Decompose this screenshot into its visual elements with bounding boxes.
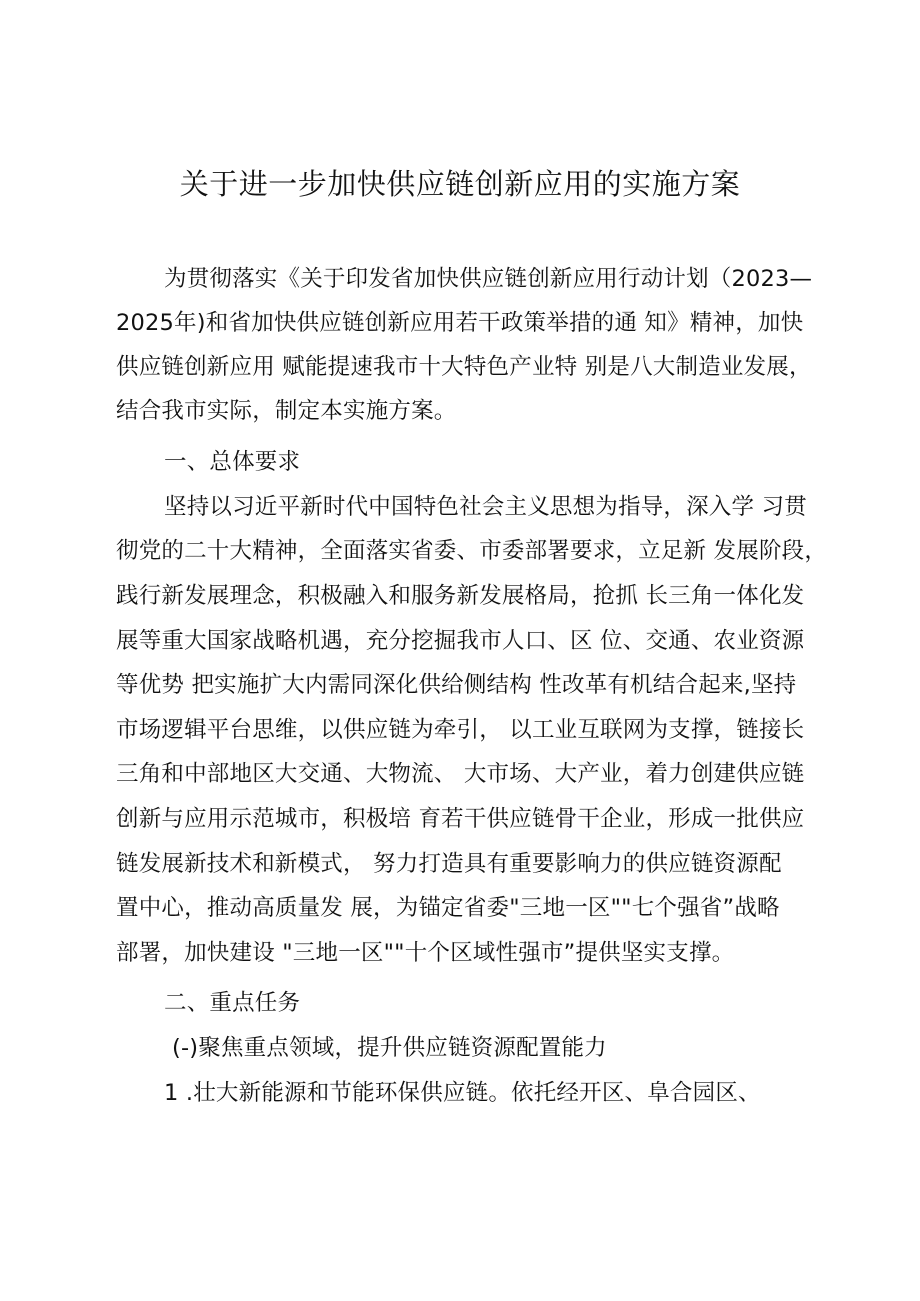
paragraph-line: 创新与应用示范城市，积极培 育若干供应链骨干企业，形成一批供应 — [116, 806, 805, 832]
paragraph-line: 等优势 把实施扩大内需同深化供给侧结构 性改革有机结合起来,坚持 — [116, 672, 797, 698]
paragraph-line: 部署，加快建设 "三地一区""十个区域性强市”提供坚实支撑。 — [116, 940, 735, 966]
paragraph-line: 结合我市实际，制定本实施方案。 — [116, 398, 457, 424]
document-title: 关于进一步加快供应链创新应用的实施方案 — [179, 167, 741, 201]
paragraph-line: 坚持以习近平新时代中国特色社会主义思想为指导，深入学 习贯 — [164, 494, 807, 520]
paragraph-line: 置中心，推动高质量发 展，为锚定省委"三地一区""七个强省”战略 — [116, 895, 780, 921]
paragraph-line: 市场逻辑平台思维，以供应链为牵引， 以工业互联网为支撑，链接长 — [116, 717, 805, 743]
paragraph-line: 1 .壮大新能源和节能环保供应链。依托经开区、阜合园区、 — [164, 1080, 761, 1106]
paragraph-line: 2025年)和省加快供应链创新应用若干政策举措的通 知》精神，加快 — [116, 310, 804, 336]
paragraph-line: 展等重大国家战略机遇，充分挖掘我市人口、区 位、交通、农业资源 — [116, 628, 805, 654]
section-heading: 二、重点任务 — [164, 990, 301, 1016]
paragraph-line: 供应链创新应用 赋能提速我市十大特色产业特 别是八大制造业发展， — [116, 354, 812, 380]
paragraph-line: 三角和中部地区大交通、大物流、 大市场、大产业，着力创建供应链 — [116, 761, 805, 787]
paragraph-line: 践行新发展理念，积极融入和服务新发展格局，抢抓 长三角一体化发 — [116, 583, 805, 609]
section-heading: 一、总体要求 — [164, 449, 301, 475]
paragraph-line: 链发展新技术和新模式， 努力打造具有重要影响力的供应链资源配 — [116, 851, 782, 877]
paragraph-line: 彻党的二十大精神，全面落实省委、市委部署要求，立足新 发展阶段， — [116, 538, 828, 564]
paragraph-line: 为贯彻落实《关于印发省加快供应链创新应用行动计划（2023— — [164, 266, 813, 292]
subsection-heading: (-)聚焦重点领域，提升供应链资源配置能力 — [172, 1035, 607, 1061]
